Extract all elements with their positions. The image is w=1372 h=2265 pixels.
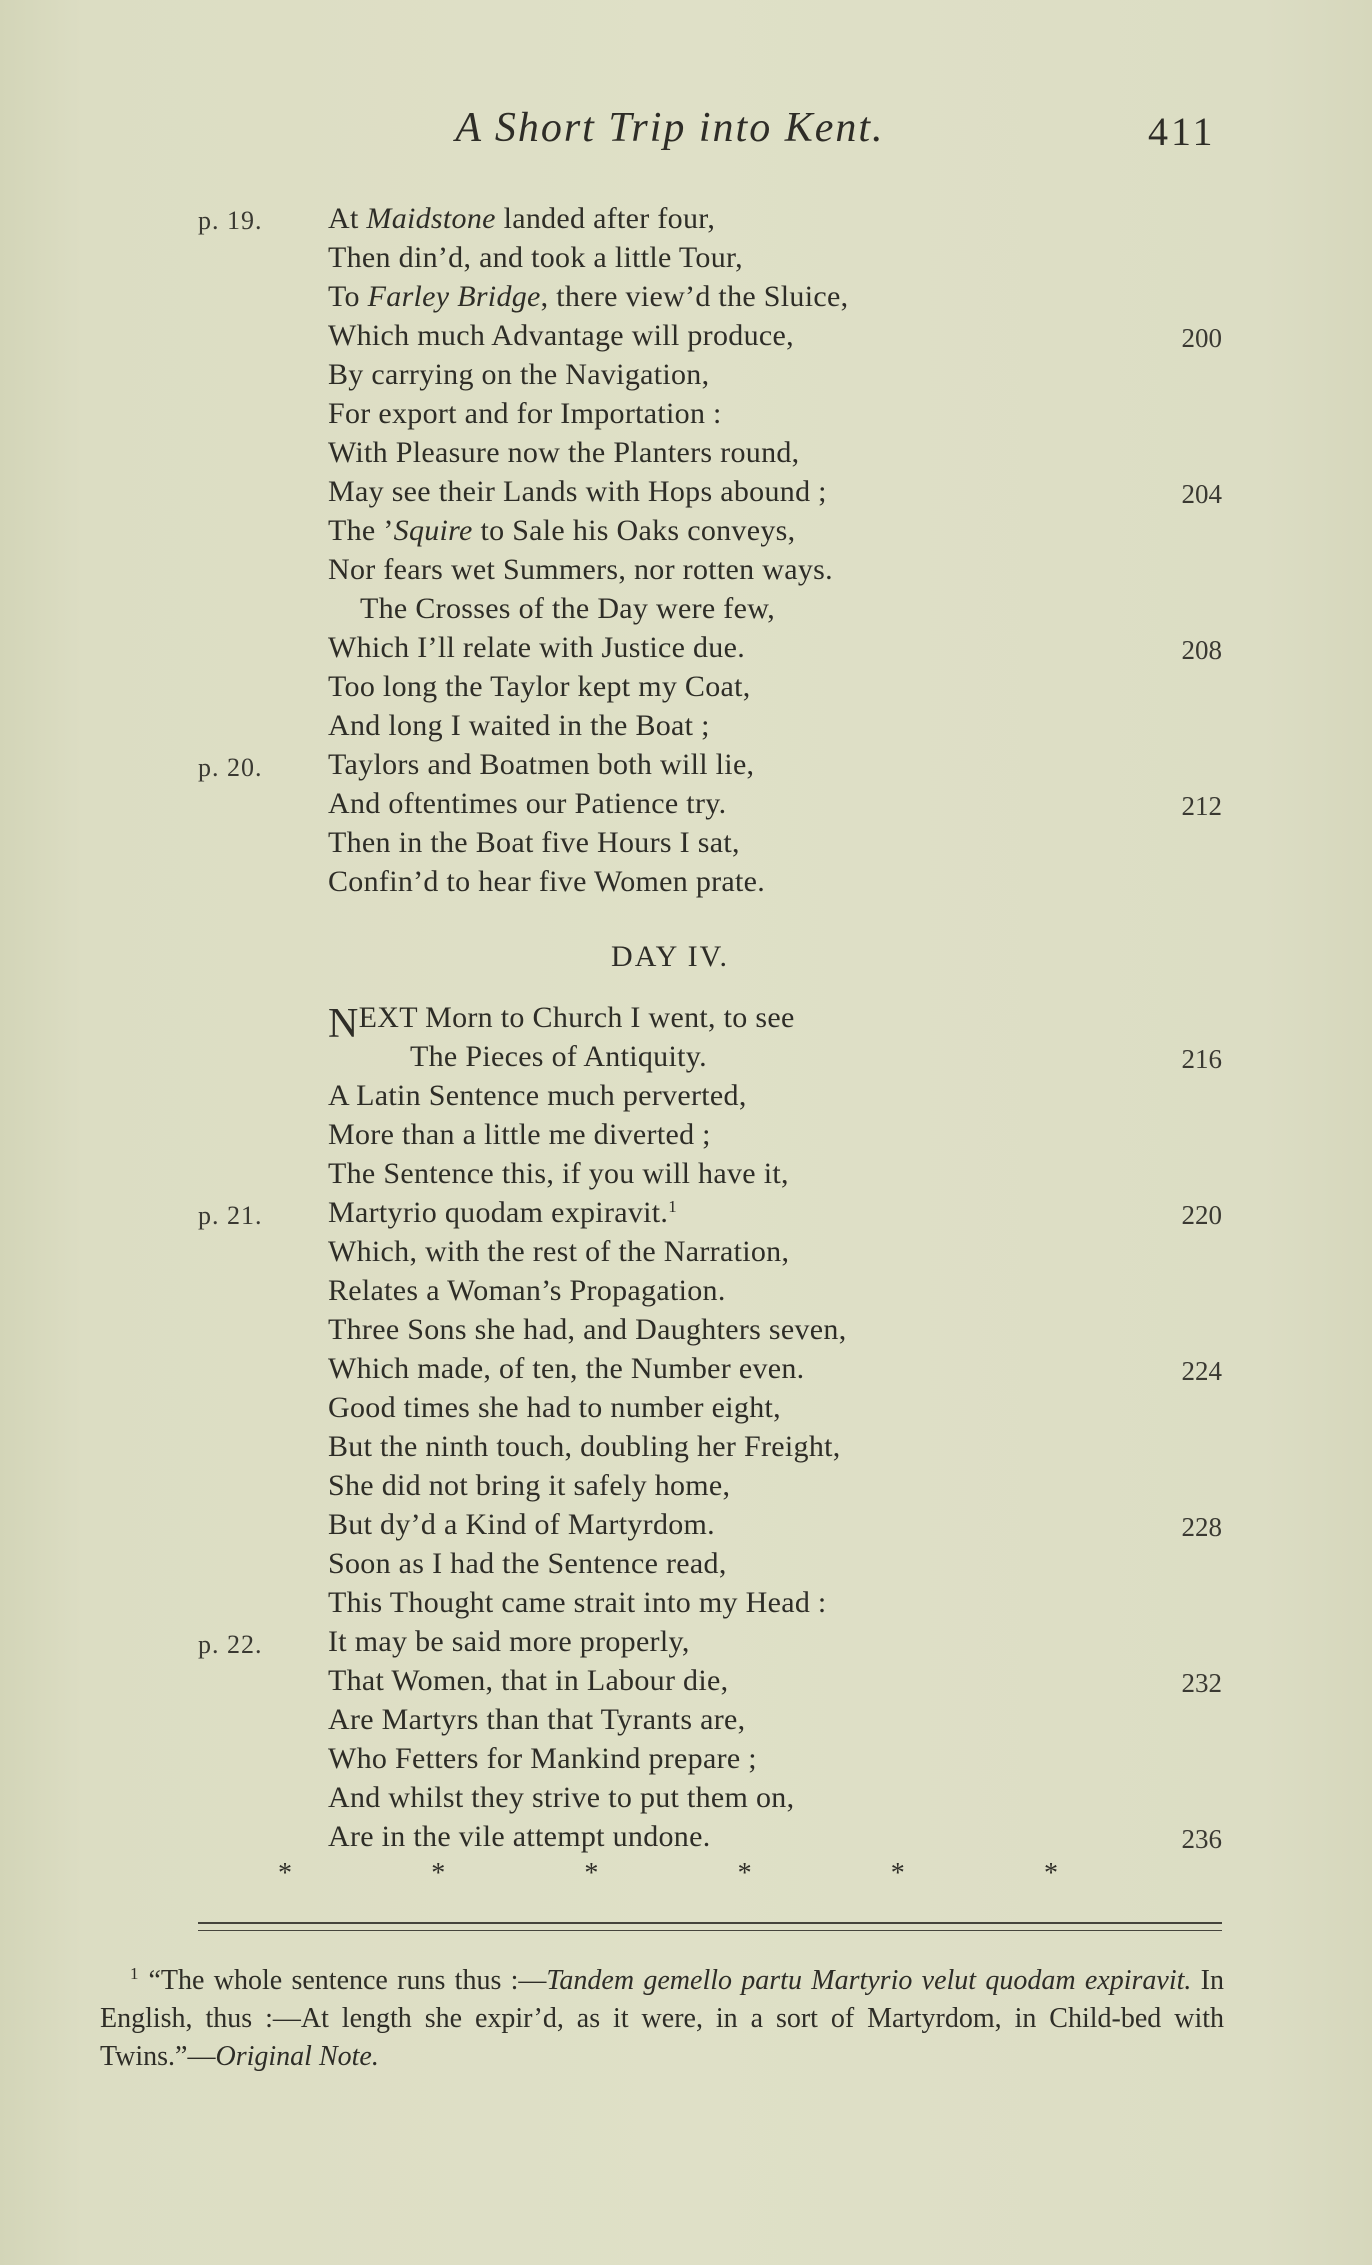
verse-line: Are in the vile attempt undone. — [328, 1820, 711, 1853]
page-reference: p. 21. — [198, 1201, 263, 1230]
verse-line: And long I waited in the Boat ; — [328, 709, 710, 742]
page-reference: p. 19. — [198, 206, 263, 235]
verse-line: Which made, of ten, the Number even. — [328, 1352, 805, 1385]
verse-line: Who Fetters for Mankind prepare ; — [328, 1742, 757, 1775]
verse-line: Which I’ll relate with Justice due. — [328, 631, 746, 664]
asterisk: * — [431, 1858, 446, 1889]
footnote-marker: 1 — [668, 1197, 678, 1216]
verse-line: But dy’d a Kind of Martyrdom. — [328, 1508, 715, 1541]
verse-line: Which much Advantage will produce, — [328, 319, 794, 352]
asterisk: * — [1043, 1858, 1058, 1889]
drop-cap: N — [328, 1001, 359, 1047]
asterisk-divider — [278, 1858, 1058, 1890]
line-number: 220 — [1181, 1200, 1222, 1230]
asterisk: * — [890, 1858, 905, 1889]
line-number: 208 — [1181, 635, 1222, 665]
verse-line: Confin’d to hear five Women prate. — [328, 865, 766, 898]
verse-line: And oftentimes our Patience try. — [328, 787, 727, 820]
verse-line: This Thought came strait into my Head : — [328, 1586, 827, 1619]
verse-line: The Pieces of Antiquity. — [410, 1040, 707, 1073]
asterisk: * — [737, 1858, 752, 1889]
verse-line: Taylors and Boatmen both will lie, — [328, 748, 755, 781]
line-number: 204 — [1181, 479, 1222, 509]
verse-line: Too long the Taylor kept my Coat, — [328, 670, 751, 703]
line-number: 212 — [1181, 791, 1222, 821]
verse-line: She did not bring it safely home, — [328, 1469, 731, 1502]
verse-line: Are Martyrs than that Tyrants are, — [328, 1703, 746, 1736]
verse-line: Nor fears wet Summers, nor rotten ways. — [328, 553, 833, 586]
verse-line: That Women, that in Labour die, — [328, 1664, 729, 1697]
verse-line: More than a little me diverted ; — [328, 1118, 711, 1151]
line-number: 224 — [1181, 1356, 1222, 1386]
verse-line: It may be said more properly, — [328, 1625, 690, 1658]
line-number: 200 — [1181, 323, 1222, 353]
verse-line: Which, with the rest of the Narration, — [328, 1235, 790, 1268]
footnote-number: 1 — [130, 1964, 139, 1983]
asterisk: * — [278, 1858, 292, 1889]
verse-line: At Maidstone landed after four, — [328, 202, 716, 235]
page-number: 411 — [1148, 109, 1216, 154]
footnote-rule — [198, 1922, 1222, 1924]
verse-line: Relates a Woman’s Propagation. — [328, 1274, 726, 1307]
page-reference: p. 20. — [198, 753, 263, 782]
verse-line: The ’Squire to Sale his Oaks conveys, — [328, 514, 796, 547]
page-reference: p. 22. — [198, 1630, 263, 1659]
verse-line: Soon as I had the Sentence read, — [328, 1547, 727, 1580]
running-title: A Short Trip into Kent. — [455, 105, 885, 151]
verse-line: By carrying on the Navigation, — [328, 358, 710, 391]
verse-line: A Latin Sentence much perverted, — [328, 1079, 747, 1112]
line-number: 216 — [1181, 1044, 1222, 1074]
verse-line: Then din’d, and took a little Tour, — [328, 241, 743, 274]
verse-line: And whilst they strive to put them on, — [328, 1781, 795, 1814]
verse-line: May see their Lands with Hops abound ; — [328, 475, 827, 508]
section-heading: DAY IV. — [611, 940, 729, 973]
verse-line: But the ninth touch, doubling her Freight, — [328, 1430, 841, 1463]
footnote: $^1$ “The whole sentence runs thus :—Tandem gemello partu Martyrio velut quodam expiravit. In English, thus :—At length she expir’d, as it were, in a sort of Martyrdom, in Child-bed with Twins.”—Original Note. — [100, 1964, 1225, 2072]
verse-line: Three Sons she had, and Daughters seven, — [328, 1313, 847, 1346]
verse-line: NEXT Morn to Church I went, to see — [328, 1001, 795, 1047]
verse-line: Then in the Boat five Hours I sat, — [328, 826, 740, 859]
line-number: 232 — [1181, 1668, 1222, 1698]
verse-line: With Pleasure now the Planters round, — [328, 436, 800, 469]
asterisk: * — [584, 1858, 599, 1889]
verse-line: The Crosses of the Day were few, — [360, 592, 776, 625]
line-number: 228 — [1181, 1512, 1222, 1542]
verse-line: To Farley Bridge, there view’d the Sluice, — [328, 280, 849, 313]
footnote-rule — [198, 1930, 1222, 1931]
verse-line: For export and for Importation : — [328, 397, 722, 430]
verse-line: The Sentence this, if you will have it, — [328, 1157, 789, 1190]
verse-line: Good times she had to number eight, — [328, 1391, 781, 1424]
line-number: 236 — [1181, 1824, 1222, 1854]
verse-line: Martyrio quodam expiravit.$^1$ — [328, 1196, 678, 1229]
